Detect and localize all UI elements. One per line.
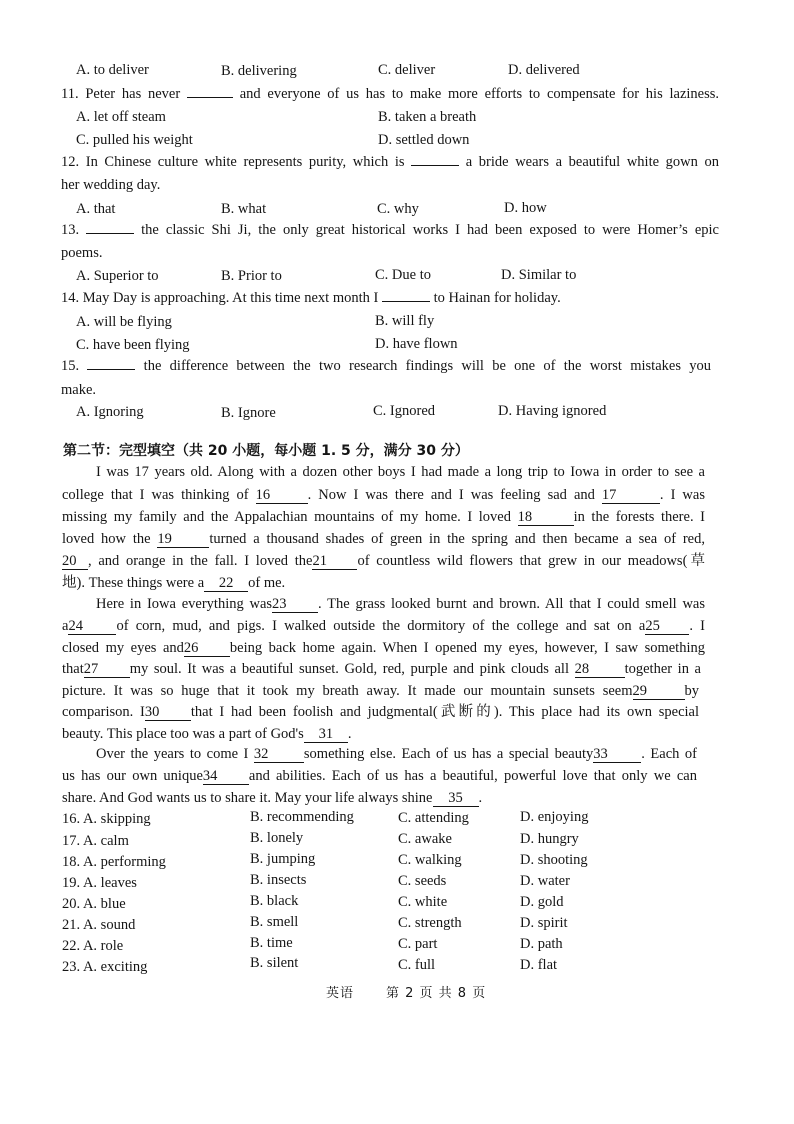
text-run: loved how the [62, 531, 158, 547]
q11-option-c: C. pulled his weight [76, 132, 193, 148]
q14-option-a: A. will be flying [76, 314, 172, 330]
option-d: D. hungry [520, 831, 579, 847]
passage-line [96, 595, 705, 613]
blank-18: 18 [518, 510, 574, 526]
text-run: . Now I was there and I was feeling sad and [307, 487, 602, 503]
passage-line [62, 552, 705, 570]
blank-31: 31 [304, 727, 348, 743]
q11-option-d: D. settled down [378, 132, 470, 148]
text-run: of me. [248, 575, 286, 591]
blank-16: 16 [256, 488, 308, 504]
option-d: D. path [520, 936, 563, 952]
option-c: C. attending [398, 810, 469, 826]
option-d: D. flat [520, 957, 558, 973]
text-run: college that I was thinking of [62, 487, 256, 503]
text-run: closed my eyes and [62, 640, 184, 656]
option-c: C. white [398, 894, 448, 910]
text-run: share. And God wants us to share it. May your life always shine [62, 790, 433, 806]
passage-line [62, 530, 705, 548]
text-run: . I was [659, 487, 705, 503]
q11-stem [61, 85, 719, 103]
text-run: Over the years to come I [96, 746, 254, 762]
q12-option-a: A. that [76, 201, 116, 217]
passage-line [62, 508, 705, 526]
passage-line [62, 682, 699, 700]
q10-option-c: C. deliver [378, 62, 436, 78]
q15-option-b: B. Ignore [221, 405, 276, 421]
q13-option-b: B. Prior to [221, 268, 282, 284]
text-run: to Hainan for holiday. [429, 290, 561, 306]
answer-blank [411, 165, 459, 166]
passage-line [62, 660, 701, 678]
passage-line: I was 17 years old. Along with a dozen other boys I had made a long trip to Iowa in order to see a [96, 464, 705, 480]
option-c: C. awake [398, 831, 452, 847]
blank-28: 28 [575, 662, 625, 678]
text-run: Here in Iowa everything was [96, 596, 273, 612]
text-run: . [478, 790, 483, 806]
q10-option-d: D. delivered [508, 62, 580, 78]
text-run: 11. Peter has never [61, 86, 187, 102]
q12-stem [61, 153, 719, 171]
q14-stem [61, 289, 561, 307]
footer-subject: 英语 [326, 986, 355, 1001]
passage-line [62, 486, 705, 504]
q14-option-c: C. have been flying [76, 337, 190, 353]
text-run: by [684, 683, 699, 699]
option-a: 23. A. exciting [62, 959, 148, 975]
text-run: of countless wild flowers that grew in our meadows(草 [357, 553, 705, 569]
option-d: D. shooting [520, 852, 588, 868]
text-run: a [62, 618, 69, 634]
answer-blank [187, 97, 233, 98]
option-a: 17. A. calm [62, 833, 129, 849]
option-a: 16. A. skipping [62, 811, 151, 827]
q14-option-d: D. have flown [375, 336, 458, 352]
text-run: and abilities. Each of us has a beautiful, powerful love that only we can [248, 768, 697, 784]
text-run: that I had been foolish and judgmental(武断的). This place had its own special [190, 704, 699, 720]
option-d: D. water [520, 873, 570, 889]
text-run: missing my family and the Appalachian mountains of my home. I loved [62, 509, 518, 525]
q15-option-c: C. Ignored [373, 403, 436, 419]
text-run: turned a thousand shades of green in the spring and then became a sea of red, [209, 531, 705, 547]
answer-blank [87, 369, 135, 370]
text-run: , and orange in the fall. I loved the [88, 553, 313, 569]
blank-20: 20 [62, 554, 88, 570]
passage-line [62, 617, 705, 635]
option-b: B. recommending [250, 809, 354, 825]
option-a: 19. A. leaves [62, 875, 137, 891]
option-b: B. jumping [250, 851, 316, 867]
text-run: us has our own unique [62, 768, 203, 784]
section-heading: 第二节：完型填空（共 20 小题，每小题 1. 5 分，满分 30 分） [63, 443, 469, 459]
text-run: . The grass looked burnt and brown. All that I could smell was [318, 596, 705, 612]
blank-34: 34 [203, 769, 249, 785]
footer-page-number: 第 2 页 共 8 页 [386, 986, 487, 1001]
blank-19: 19 [157, 532, 209, 548]
option-c: C. walking [398, 852, 462, 868]
q13-option-d: D. Similar to [501, 267, 577, 283]
text-run: in the forests there. I [573, 509, 705, 525]
text-run: 地). These things were a [62, 575, 205, 591]
q12-stem-line2: her wedding day. [61, 177, 161, 193]
text-run: that [62, 661, 84, 677]
blank-23: 23 [272, 597, 318, 613]
option-a: 18. A. performing [62, 854, 166, 870]
blank-21: 21 [312, 554, 357, 570]
q15-stem-line2: make. [61, 382, 97, 398]
option-b: B. black [250, 893, 299, 909]
answer-blank [382, 301, 430, 302]
blank-24: 24 [68, 619, 116, 635]
passage-line [62, 725, 351, 743]
option-d: D. spirit [520, 915, 568, 931]
q10-option-a: A. to deliver [76, 62, 149, 78]
passage-line [62, 789, 482, 807]
q13-option-c: C. Due to [375, 267, 431, 283]
text-run: my soul. It was a beautiful sunset. Gold, red, purple and pink clouds all [129, 661, 575, 677]
option-d: D. gold [520, 894, 564, 910]
blank-17: 17 [602, 488, 660, 504]
q13-option-a: A. Superior to [76, 268, 159, 284]
q12-option-d: D. how [504, 200, 547, 216]
blank-30: 30 [145, 705, 191, 721]
q15-stem [61, 357, 711, 375]
q12-option-b: B. what [221, 201, 267, 217]
option-c: C. part [398, 936, 438, 952]
passage-line [96, 745, 697, 763]
q15-option-a: A. Ignoring [76, 404, 144, 420]
option-c: C. full [398, 957, 436, 973]
text-run: . Each of [641, 746, 697, 762]
blank-33: 33 [593, 747, 641, 763]
blank-35: 35 [433, 791, 479, 807]
text-run: beauty. This place too was a part of God's [62, 726, 304, 742]
option-a: 20. A. blue [62, 896, 126, 912]
text-run: . I [689, 618, 705, 634]
option-a: 22. A. role [62, 938, 124, 954]
blank-29: 29 [633, 684, 685, 700]
text-run: picture. It was so huge that it took my breath away. It made our mountain sunsets seem [62, 683, 633, 699]
option-a: 21. A. sound [62, 917, 136, 933]
q11-option-b: B. taken a breath [378, 109, 477, 125]
option-b: B. lonely [250, 830, 304, 846]
text-run: something else. Each of us has a special beauty [303, 746, 594, 762]
q15-option-d: D. Having ignored [498, 403, 607, 419]
blank-26: 26 [184, 641, 230, 657]
text-run: 14. May Day is approaching. At this time next month I [61, 290, 382, 306]
passage-line [62, 639, 705, 657]
option-c: C. strength [398, 915, 462, 931]
blank-25: 25 [645, 619, 689, 635]
option-b: B. silent [250, 955, 299, 971]
blank-27: 27 [84, 662, 130, 678]
text-run: . [347, 726, 352, 742]
q12-option-c: C. why [377, 201, 419, 217]
passage-line [62, 767, 697, 785]
option-c: C. seeds [398, 873, 447, 889]
option-b: B. time [250, 935, 293, 951]
q13-stem-line2: poems. [61, 245, 103, 261]
option-b: B. smell [250, 914, 299, 930]
text-run: being back home again. When I opened my eyes, however, I saw something [229, 640, 705, 656]
q14-option-b: B. will fly [375, 313, 435, 329]
text-run: of corn, mud, and pigs. I walked outside the dormitory of the college and sat on a [116, 618, 646, 634]
blank-32: 32 [254, 747, 304, 763]
text-run: the classic Shi Ji, the only great historical works I had been exposed to were Homer’s epic [134, 222, 719, 238]
passage-line [62, 703, 699, 721]
q13-stem [61, 221, 719, 239]
text-run: 15. [61, 358, 88, 374]
text-run: a bride wears a beautiful white gown on [459, 154, 719, 170]
passage-line [62, 574, 285, 592]
q10-option-b: B. delivering [221, 63, 297, 79]
text-run: comparison. I [62, 704, 145, 720]
q11-option-a: A. let off steam [76, 109, 166, 125]
text-run: together in a [624, 661, 701, 677]
option-d: D. enjoying [520, 809, 589, 825]
text-run: 13. [61, 222, 87, 238]
text-run: and everyone of us has to make more efforts to compensate for his laziness. [232, 86, 719, 102]
option-b: B. insects [250, 872, 307, 888]
blank-22: 22 [204, 576, 248, 592]
text-run: 12. In Chinese culture white represents purity, which is [61, 154, 412, 170]
answer-blank [86, 233, 134, 234]
text-run: the difference between the two research findings will be one of the worst mistakes you [135, 358, 711, 374]
